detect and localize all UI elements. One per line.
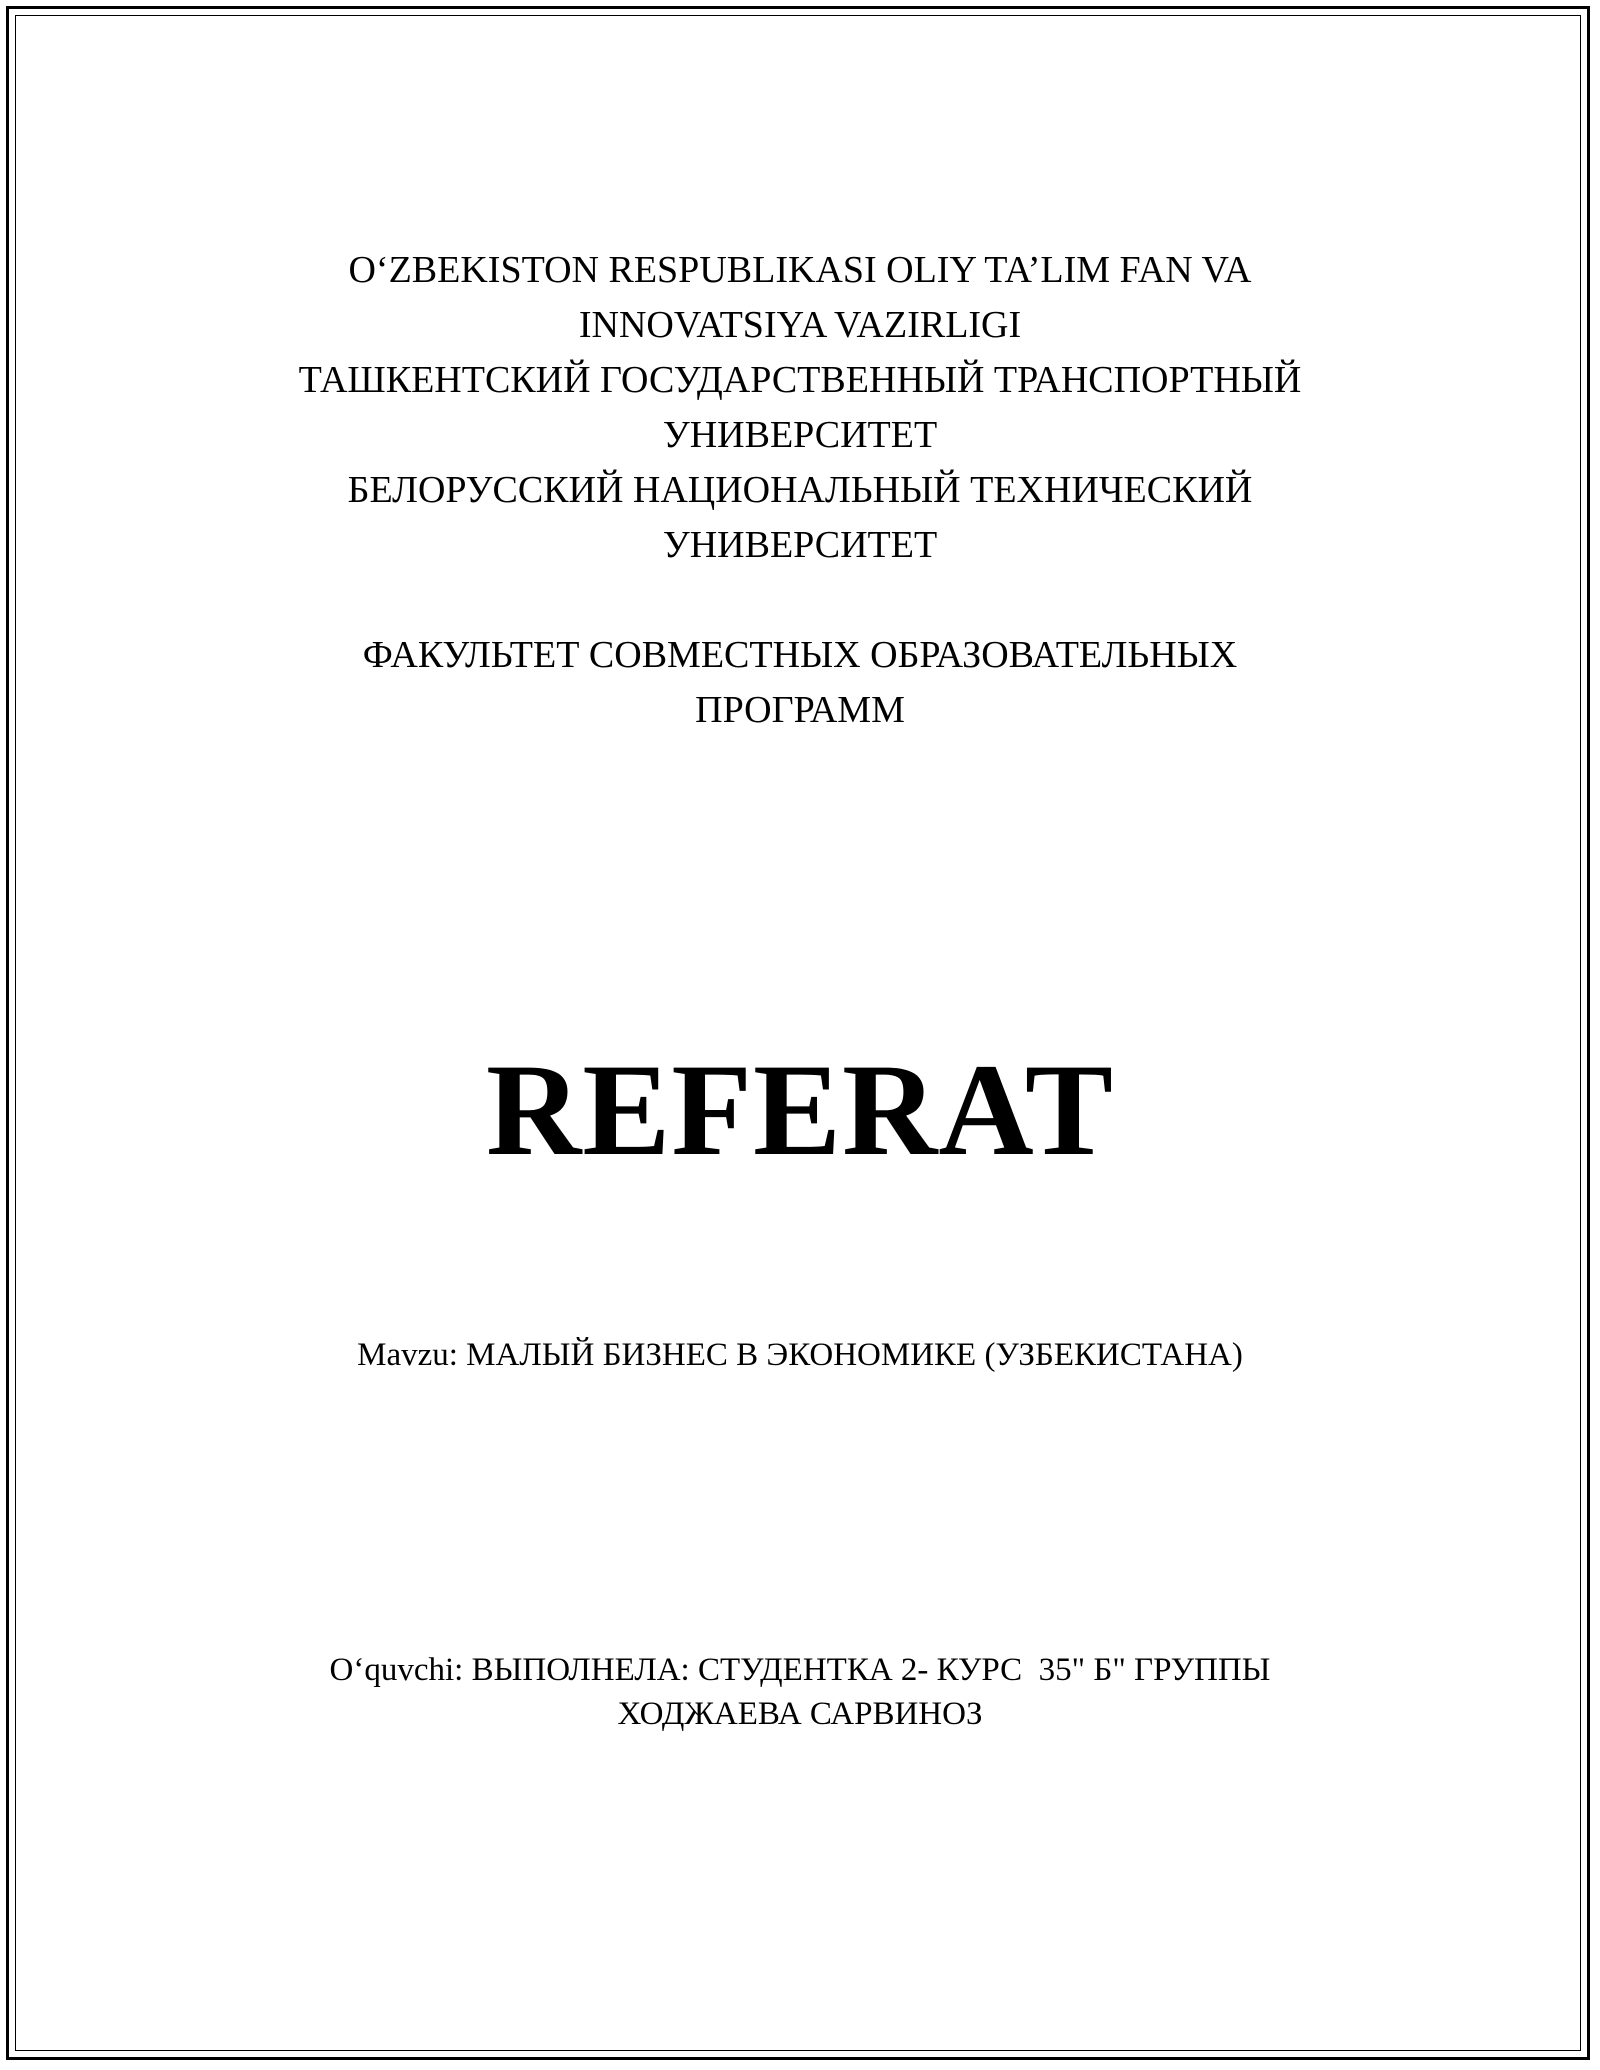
faculty-line: ПРОГРАММ [695,689,905,731]
student-info [0,1648,1600,1736]
header-line: INNOVATSIYA VAZIRLIGI [578,304,1022,346]
institution-header [0,243,1600,573]
faculty-line: ФАКУЛЬТЕТ СОВМЕСТНЫХ ОБРАЗОВАТЕЛЬНЫХ [362,634,1238,676]
faculty-name [0,628,1600,738]
student-line: O‘quvchi: ВЫПОЛНЕЛА: СТУДЕНТКА 2- КУРС 35" Б" ГРУППЫ [329,1652,1271,1688]
header-line: УНИВЕРСИТЕТ [662,524,938,566]
topic-line: Mavzu: МАЛЫЙ БИЗНЕС В ЭКОНОМИКЕ (УЗБЕКИСТАНА) [357,1337,1243,1373]
header-line: УНИВЕРСИТЕТ [662,414,938,456]
document-title: REFERAT [486,1036,1114,1183]
student-line: ХОДЖАЕВА САРВИНОЗ [617,1696,983,1732]
header-line: БЕЛОРУССКИЙ НАЦИОНАЛЬНЫЙ ТЕХНИЧЕСКИЙ [347,469,1253,511]
header-line: O‘ZBEKISTON RESPUBLIKASI OLIY TA’LIM FAN VA [348,249,1252,291]
header-line: ТАШКЕНТСКИЙ ГОСУДАРСТВЕННЫЙ ТРАНСПОРТНЫЙ [298,359,1302,401]
